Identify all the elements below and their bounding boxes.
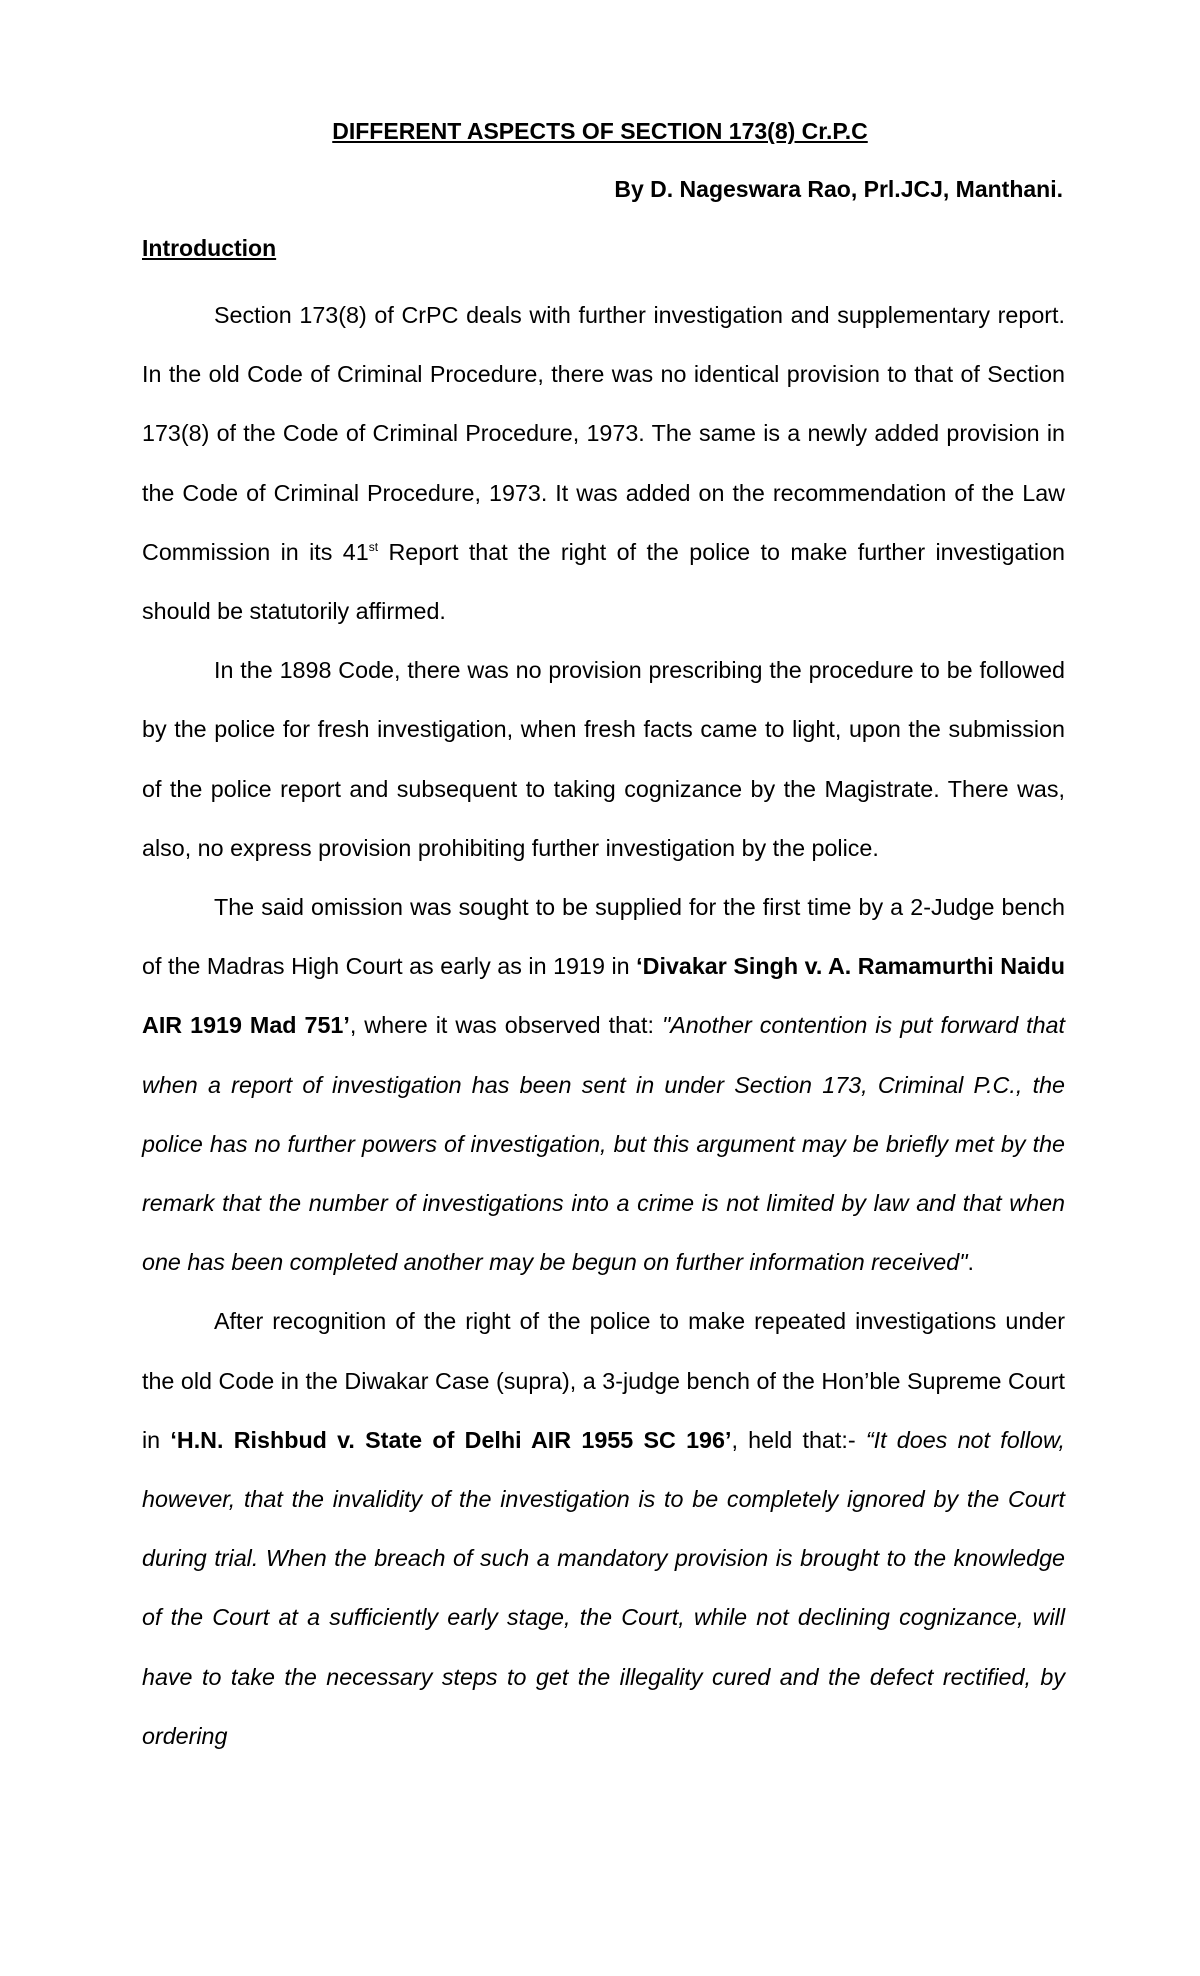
paragraph-2-text: In the 1898 Code, there was no provision prescribing the procedure to be followed by the police for fresh investigation, when fresh facts came to light, upon the submission of the police report and subsequent to taking cognizance by the Magistrate. There was, also, no express provision prohibiting further investigation by the police. [142, 657, 1065, 861]
paragraph-1-text-a: Section 173(8) of CrPC deals with further investigation and supplementary report. In the old Code of Criminal Procedure, there was no identical provision to that of Section 173(8) of the Code of Criminal Procedure, 1973. The same is a newly added provision in the Code of Criminal Procedure, 1973. It was added on the recommendation of the Law Commission in its 41 [142, 302, 1065, 565]
paragraph-2 [142, 641, 1065, 878]
author-byline: By D. Nageswara Rao, Prl.JCJ, Manthani. [614, 176, 1063, 202]
paragraph-3-text-a: The said omission was sought to be supplied for the first time by a 2-Judge bench of the Madras High Court as early as in 1919 in [142, 894, 1065, 980]
paragraph-3-text-b: , where it was observed that: [349, 1012, 662, 1039]
section-heading-introduction: Introduction [142, 235, 277, 261]
paragraph-3-text-c: . [967, 1249, 974, 1276]
document-title: DIFFERENT ASPECTS OF SECTION 173(8) Cr.P.C [332, 118, 868, 144]
paragraph-4-text-b: , held that:- [731, 1426, 866, 1453]
case-citation-hn-rishbud: ‘H.N. Rishbud v. State of Delhi AIR 1955 SC 196’ [170, 1426, 732, 1453]
paragraph-1 [142, 286, 1065, 641]
paragraph-1-text-b: Report that the right of the police to make further investigation should be statutorily affirmed. [142, 538, 1065, 625]
body-text [142, 286, 1065, 1766]
case-citation-divakar-singh: ‘Divakar Singh v. A. Ramamurthi Naidu AIR 1919 Mad 751’ [142, 953, 1065, 1039]
paragraph-3 [142, 878, 1065, 1292]
paragraph-4-text-a: After recognition of the right of the police to make repeated investigations under the old Code in the Diwakar Case (supra), a 3-judge bench of the Hon’ble Supreme Court in [142, 1308, 1065, 1453]
quotation-hn-rishbud: “It does not follow, however, that the invalidity of the investigation is to be completely ignored by the Court during trial. When the breach of such a mandatory provision is brought to the knowledge of the Court at a sufficiently early stage, the Court, while not declining cognizance, will have to take the necessary steps to get the illegality cured and the defect rectified, by ordering [142, 1426, 1065, 1749]
ordinal-suffix: st [368, 539, 379, 554]
paragraph-4 [142, 1292, 1065, 1766]
quotation-divakar-singh: "Another contention is put forward that when a report of investigation has been sent in under Section 173, Criminal P.C., the police has no further powers of investigation, but this argument may be briefly met by the remark that the number of investigations into a crime is not limited by law and that when one has been completed another may be begun on further information received" [142, 1012, 1065, 1276]
